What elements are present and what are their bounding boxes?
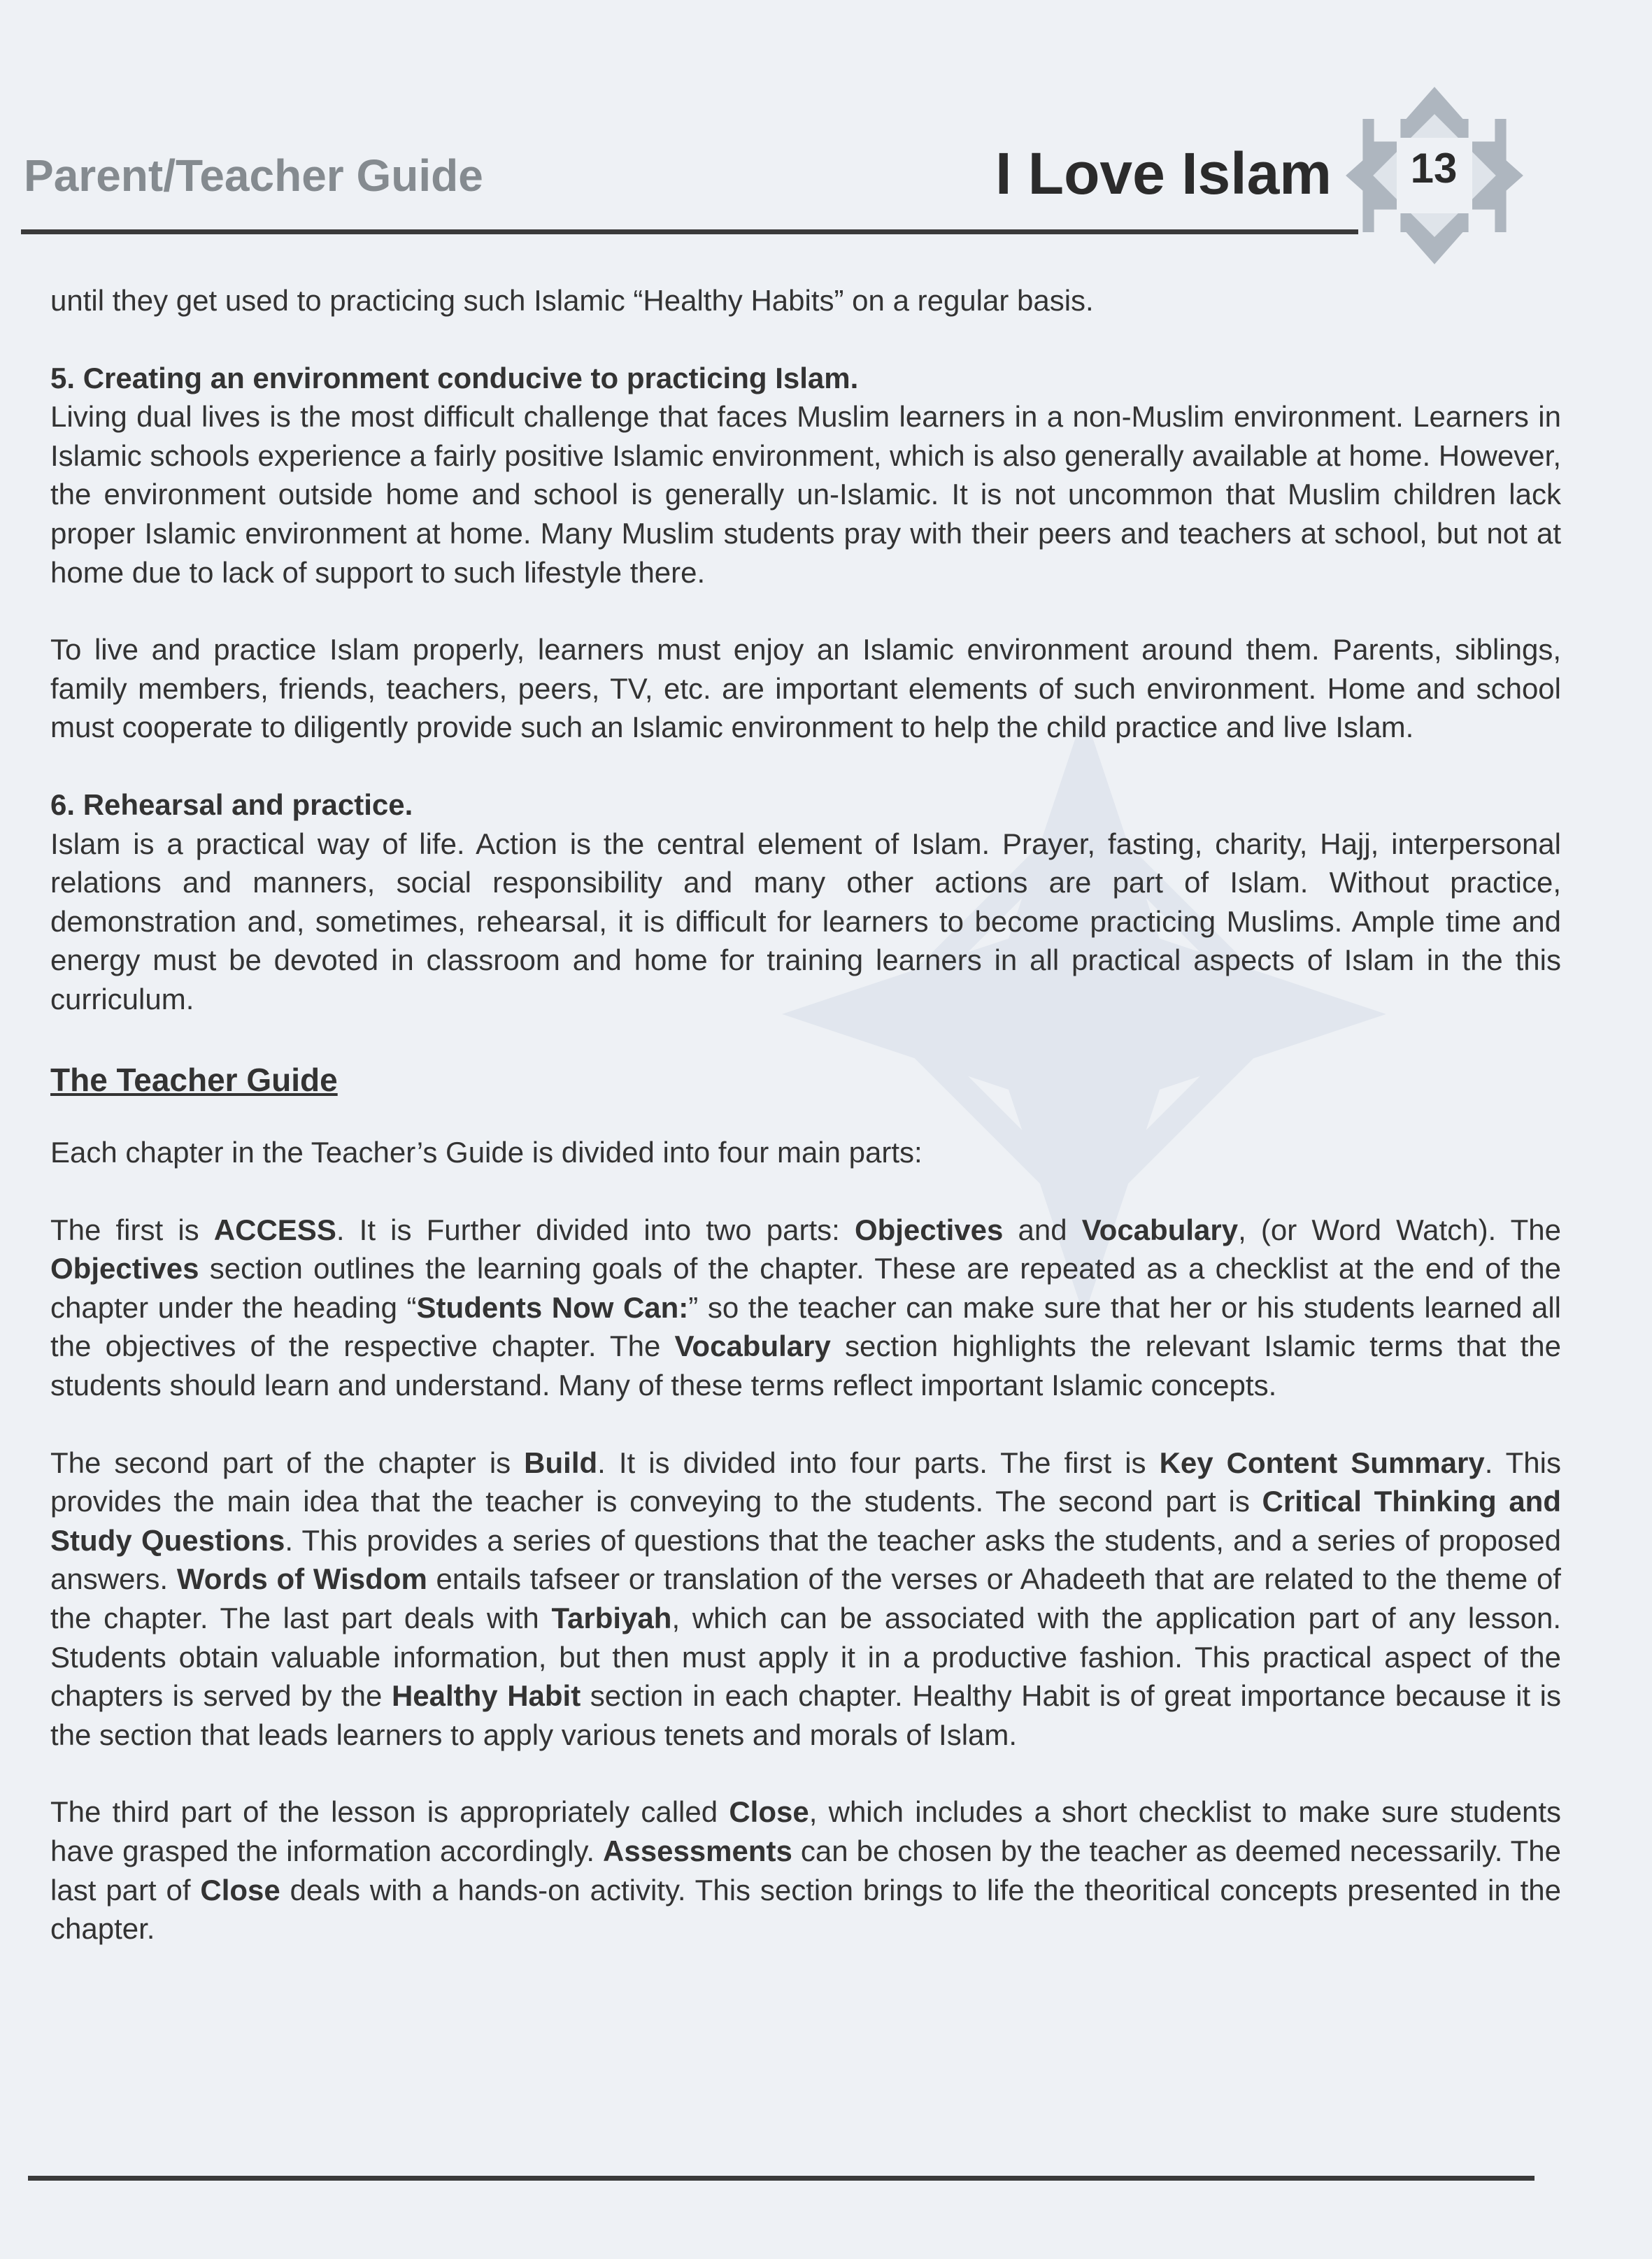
header-rule <box>21 229 1358 234</box>
section-5-heading: 5. Creating an environment conducive to practicing Islam. <box>50 361 859 394</box>
page-number: 13 <box>1410 145 1458 192</box>
close-paragraph: The third part of the lesson is appropriately called Close, which includes a short checklist to make sure students have grasped the information accordingly. Assessments can be chosen by the teacher as deemed necessarily. The last part of Close deals with a hands-on activity. This section brings to life the theoritical concepts presented in the chapter. <box>50 1795 1561 1946</box>
teacher-guide-heading: The Teacher Guide <box>50 1061 338 1098</box>
section-6-paragraph: Islam is a practical way of life. Action is the central element of Islam. Prayer, fasting, charity, Hajj, interpersonal relations and manners, social responsibility and many other actions are part of Islam. Without practice, demonstration and, sometimes, rehearsal, it is difficult for learners to become practicing Muslims. Ample time and energy must be devoted in classroom and home for training learners in all practical aspects of Islam in the this curriculum. <box>50 827 1561 1016</box>
section-5-paragraph-2: To live and practice Islam properly, learners must enjoy an Islamic environment around them. Parents, siblings, family members, friends, teachers, peers, TV, etc. are important elements of such environment. Home and school must cooperate to diligently provide such an Islamic environment to help the child practice and live Islam. <box>50 633 1561 744</box>
access-paragraph: The first is ACCESS. It is Further divided into two parts: Objectives and Vocabulary, (or Word Watch). The Objectives section outlines the learning goals of the chapter. These are repeated as a checklist at the end of the chapter under the heading “Students Now Can:” so the teacher can make sure that her or his students learned all the objectives of the respective chapter. The Vocabulary section highlights the relevant Islamic terms that the students should learn and understand. Many of these terms reflect important Islamic concepts. <box>50 1213 1561 1402</box>
book-title: I Love Islam <box>995 141 1332 206</box>
footer-rule <box>28 2176 1534 2181</box>
body-text <box>50 281 1561 1948</box>
teacher-guide-intro: Each chapter in the Teacher’s Guide is divided into four main parts: <box>50 1136 923 1169</box>
section-5-paragraph-1: Living dual lives is the most difficult challenge that faces Muslim learners in a non-Muslim environment. Learners in Islamic schools experience a fairly positive Islamic environment, which is also generally available at home. However, the environment outside home and school is generally un-Islamic. It is not uncommon that Muslim children lack proper Islamic environment at home. Many Muslim students pray with their peers and teachers at school, but not at home due to lack of support to such lifestyle there. <box>50 400 1561 589</box>
guide-title: Parent/Teacher Guide <box>24 150 483 201</box>
build-paragraph: The second part of the chapter is Build. It is divided into four parts. The first is Key Content Summary. This provides the main idea that the teacher is conveying to the students. The second part is Critical Thinking and Study Questions. This provides a series of questions that the teacher asks the students, and a series of proposed answers. Words of Wisdom entails tafseer or translation of the verses or Ahadeeth that are related to the theme of the chapter. The last part deals with Tarbiyah, which can be associated with the application part of any lesson. Students obtain valuable information, but then must apply it in a productive fashion. This practical aspect of the chapters is served by the Healthy Habit section in each chapter. Healthy Habit is of great importance because it is the section that leads learners to apply various tenets and morals of Islam. <box>50 1446 1562 1751</box>
intro-paragraph: until they get used to practicing such Islamic “Healthy Habits” on a regular basis. <box>50 284 1094 317</box>
section-6-heading: 6. Rehearsal and practice. <box>50 788 413 821</box>
